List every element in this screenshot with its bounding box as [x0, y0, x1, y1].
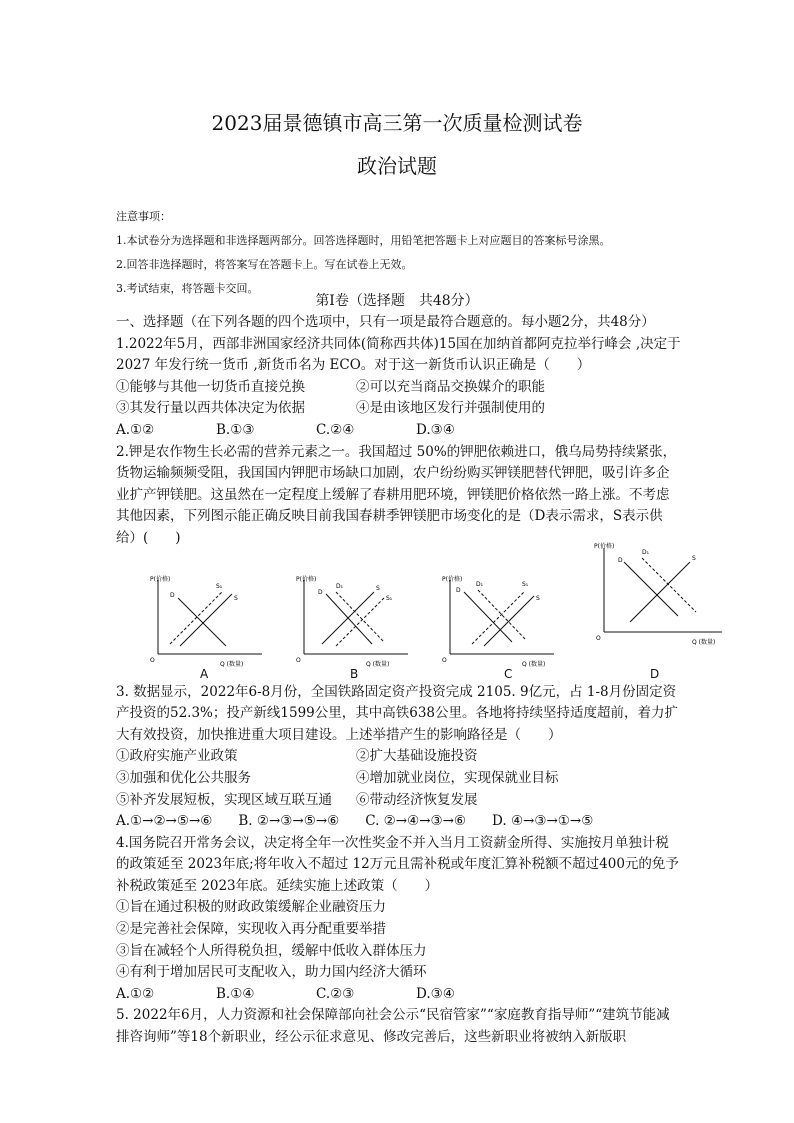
- demand-curve-d: [178, 598, 226, 646]
- q3-stem: 3. 数据显示，2022年6-8月份，全国铁路固定资产投资完成 2105. 9亿元，占 1-8月份固定资产投资的52.3%；投产新线1599公里，其中高铁638公里。各地将持续坚持适度超前，着力扩大有效投资，加快推进重大项目建设。上述举措产生的影响路径是（ ）: [116, 683, 679, 743]
- graph-a-label: A: [200, 666, 209, 681]
- q5-stem: 5. 2022年6月，人力资源和社会保障部向社会公示“民宿管家”“家庭教育指导师”“建筑节能减排咨询师”等18个新职业，经公示征求意见、修改完善后，这些新职业将被纳入新版职: [116, 1007, 670, 1046]
- origin-label: O: [442, 656, 447, 664]
- section-instruction: 一、选择题（在下列各题的四个选项中，只有一项是最符合题意的。每小题2分，共48分）: [116, 314, 655, 330]
- q3-answer-a: A.①→②→⑤→⑥: [116, 813, 213, 830]
- notes-block: [116, 205, 611, 301]
- s1-label: S₁: [216, 582, 223, 590]
- axis-p-label: P(价格): [150, 575, 171, 583]
- supply-curve-s: [322, 592, 374, 644]
- q4-answer-b: B.①④: [216, 985, 255, 1002]
- q1-options-row: [116, 377, 681, 399]
- note-item: 2.回答非选择题时，将答案写在答题卡上。写在试卷上无效。: [116, 258, 413, 271]
- graph-b-svg: [296, 572, 416, 677]
- q3-option-4: ④增加就业岗位，实现保就业目标: [356, 769, 559, 786]
- graph-b-label: B: [350, 666, 359, 681]
- origin-label: O: [596, 634, 601, 642]
- s1-label: S₁: [386, 594, 393, 602]
- section-title: 第Ⅰ卷（选择题 共48分）: [315, 293, 479, 309]
- q1-option-1: ①能够与其他一切货币直接兑换: [116, 378, 305, 395]
- graph-a-svg: [150, 572, 270, 677]
- q4-option-2: ②是完善社会保障，实现收入再分配重要举措: [116, 921, 386, 938]
- graph-c-label: C: [504, 666, 513, 681]
- q3-options-row: [116, 746, 681, 768]
- demand-curve-d1: [642, 558, 696, 612]
- q4-option-4: ④有利于增加居民可支配收入，助力国内经济大循环: [116, 964, 427, 981]
- s-label: S: [376, 584, 380, 592]
- q4-answer-d: D.③④: [416, 985, 455, 1002]
- supply-curve-s1: [472, 592, 524, 644]
- notes-heading: 注意事项：: [116, 210, 171, 223]
- question-body: [116, 312, 716, 1049]
- q3-options-row: [116, 768, 681, 790]
- axis-p-label: P(价格): [442, 575, 463, 583]
- d-label: D: [618, 556, 623, 564]
- q1-option-3: ③其发行量以西共体决定为依据: [116, 400, 305, 417]
- s1-label: S₁: [522, 580, 529, 588]
- q2-stem: 2.钾是农作物生长必需的营养元素之一。我国超过 50%的钾肥依赖进口，俄乌局势持续紧张，货物运输频频受阻，我国国内钾肥市场缺口加剧，农户纷纷购买钾镁肥替代钾肥，吸引许多企业扩产钾镁肥。这虽然在一定程度上缓解了春耕用肥环境，钾镁肥价格依然一路上涨。不考虑其他因素，下列图示能正确反映目前我国春耕季钾镁肥市场变化的是（D表示需求，S表示供给）( ): [116, 443, 677, 546]
- graph-d-label: D: [650, 666, 660, 681]
- q3-answer-b: B. ②→③→⑤→⑥: [238, 813, 340, 830]
- q3-options-row: [116, 790, 681, 812]
- d-label: D: [456, 586, 461, 594]
- note-item: 1.本试卷分为选择题和非选择题两部分。回答选择题时，用铅笔把答题卡上对应题目的答案标号涂黑。: [116, 234, 611, 247]
- note-item: 3.考试结束，将答题卡交回。: [116, 282, 259, 295]
- q3-option-5: ⑤补齐发展短板，实现区域互联互通: [116, 791, 332, 808]
- q3-option-6: ⑥带动经济恢复发展: [356, 791, 478, 808]
- d-label: D: [318, 588, 323, 596]
- axis-q-label: Q (数量): [366, 660, 390, 668]
- graph-d: [594, 540, 734, 663]
- graph-c: [442, 572, 562, 685]
- axis-p-label: P(价格): [296, 575, 317, 583]
- s-label: S: [692, 554, 696, 562]
- q1-answer-a: A.①②: [116, 421, 155, 438]
- exam-title: 2023届景德镇市高三第一次质量检测试卷: [211, 111, 583, 135]
- axis-p-label: P(价格): [594, 542, 615, 550]
- demand-curve-d1: [336, 592, 384, 642]
- q3-answer-d: D. ④→③→①→⑤: [492, 813, 594, 830]
- d1-label: D₁: [336, 582, 344, 590]
- graph-d-svg: [594, 540, 734, 655]
- q1-stem: 1.2022年5月，西部非洲国家经济共同体(简称西共体)15国在加纳首都阿克拉举行峰会 ,决定于 2027 年发行统一货币 ,新货币名为 ECO。对于这一新货币认识正确是（ ）: [116, 335, 681, 374]
- q2-graphs: [116, 542, 716, 682]
- s-label: S: [536, 594, 540, 602]
- q4-answers: [116, 984, 681, 1006]
- q3-answers: [116, 811, 681, 833]
- d1-label: D₁: [642, 548, 650, 556]
- q4-answer-c: C.②③: [316, 985, 355, 1002]
- d1-label: D₁: [476, 580, 484, 588]
- q3-option-2: ②扩大基础设施投资: [356, 748, 478, 765]
- q1-options-row: [116, 398, 681, 420]
- q1-answer-c: C.②④: [316, 421, 355, 438]
- q1-option-2: ②可以充当商品交换媒介的职能: [356, 378, 545, 395]
- graph-c-svg: [442, 572, 562, 677]
- q4-option-3: ③旨在减轻个人所得税负担，缓解中低收入群体压力: [116, 942, 427, 959]
- q4-stem: 4.国务院召开常务会议，决定将全年一次性奖金不并入当月工资薪金所得、实施按月单独计税的政策延至 2023年底;将年收入不超过 12万元且需补税或年度汇算补税额不超过400元的免予补税政策延至 2023年底。延续实施上述政策（ ）: [116, 834, 679, 894]
- demand-curve-d: [624, 562, 678, 616]
- supply-curve-s: [630, 562, 690, 622]
- supply-curve-s1: [170, 592, 222, 644]
- q3-option-3: ③加强和优化公共服务: [116, 769, 251, 786]
- q1-answer-d: D.③④: [416, 421, 455, 438]
- q1-answer-b: B.①③: [216, 421, 255, 438]
- axis-q-label: Q (数量): [522, 660, 546, 668]
- q1-answers: [116, 420, 681, 442]
- q4-answer-a: A.①②: [116, 985, 155, 1002]
- supply-curve-s1: [336, 598, 384, 646]
- q1-option-4: ④是由该地区发行并强制使用的: [356, 400, 545, 417]
- supply-curve-s: [180, 594, 232, 646]
- q4-option-1: ①旨在通过积极的财政政策缓解企业融资压力: [116, 899, 386, 916]
- axis-q-label: Q (数量): [692, 638, 716, 646]
- origin-label: O: [296, 656, 301, 664]
- graph-a: [150, 572, 270, 685]
- origin-label: O: [150, 656, 155, 664]
- q3-option-1: ①政府实施产业政策: [116, 748, 238, 765]
- exam-subtitle: 政治试题: [357, 154, 437, 178]
- d-label: D: [170, 591, 175, 599]
- axis-q-label: Q (数量): [220, 660, 244, 668]
- s-label: S: [234, 594, 238, 602]
- q3-answer-c: C. ②→④→③→⑥: [365, 813, 467, 830]
- demand-curve-d: [464, 592, 512, 642]
